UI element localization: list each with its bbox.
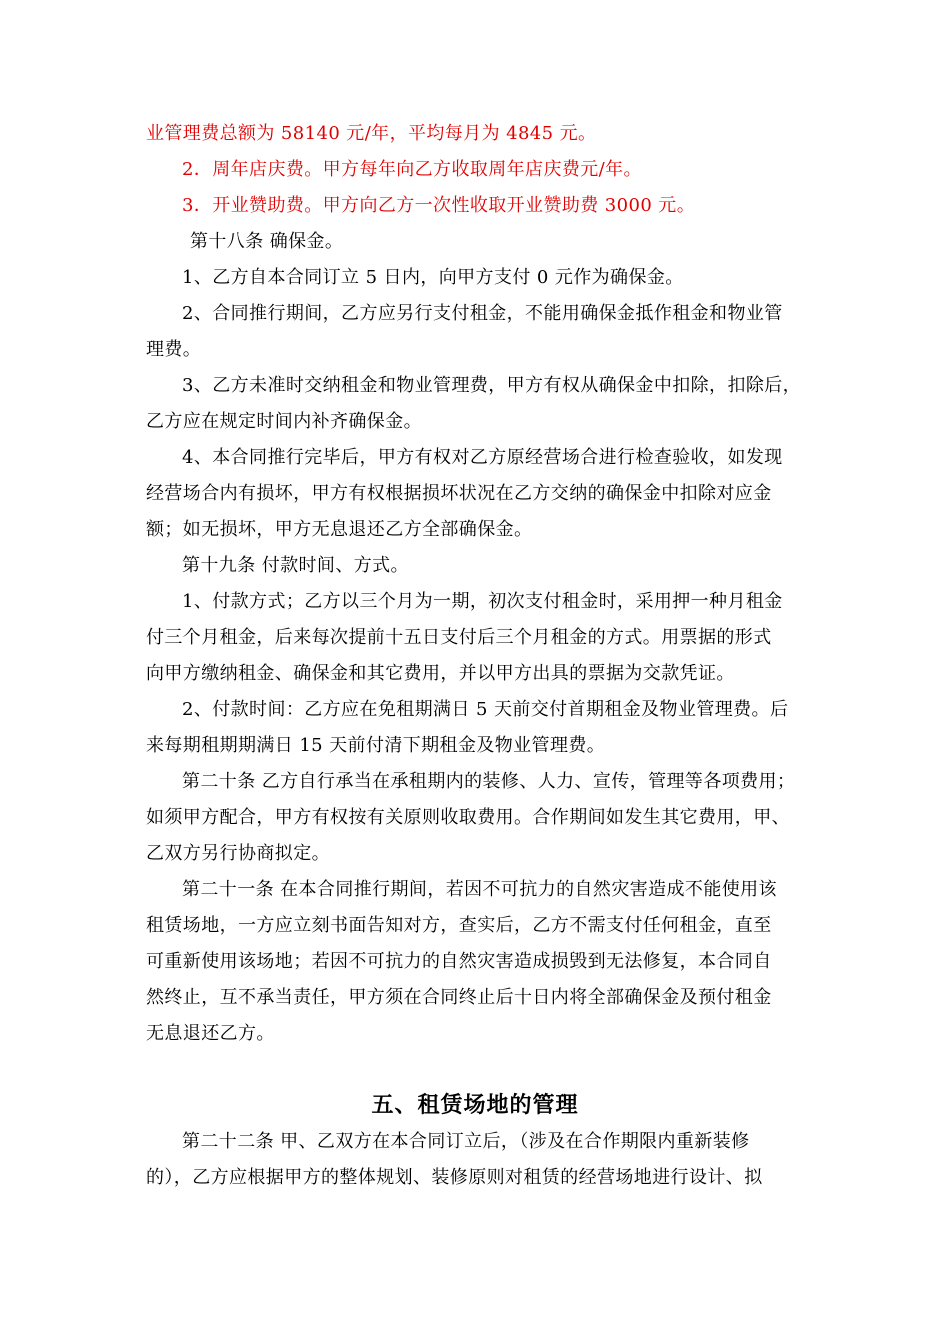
paragraph-line: 的），乙方应根据甲方的整体规划、装修原则对租赁的经营场地进行设计、拟	[146, 1167, 763, 1188]
article-heading: 第十九条 付款时间、方式。	[182, 555, 409, 576]
paragraph-line: 来每期租期期满日 15 天前付清下期租金及物业管理费。	[146, 735, 606, 756]
section-heading: 五、租赁场地的管理	[371, 1093, 579, 1118]
paragraph-line: 然终止，互不承当责任，甲方须在合同终止后十日内将全部确保金及预付租金	[146, 987, 772, 1008]
paragraph-line: 乙双方另行协商拟定。	[146, 843, 330, 864]
paragraph-line: 租赁场地，一方应立刻书面告知对方，查实后，乙方不需支付任何租金，直至	[146, 915, 772, 936]
paragraph-line: 如须甲方配合，甲方有权按有关原则收取费用。合作期间如发生其它费用，甲、	[146, 807, 790, 828]
paragraph-line: 可重新使用该场地；若因不可抗力的自然灾害造成损毁到无法修复，本合同自	[146, 951, 772, 972]
paragraph-line: 4、本合同推行完毕后，甲方有权对乙方原经营场合进行检查验收，如发现	[182, 447, 783, 468]
paragraph-line: 向甲方缴纳租金、确保金和其它费用，并以甲方出具的票据为交款凭证。	[146, 663, 735, 684]
article-heading: 第十八条 确保金。	[190, 231, 344, 252]
paragraph-line: 1、乙方自本合同订立 5 日内，向甲方支付 0 元作为确保金。	[182, 267, 684, 288]
paragraph-line: 第二十一条 在本合同推行期间，若因不可抗力的自然灾害造成不能使用该	[182, 879, 777, 900]
paragraph-line: 3．开业赞助费。甲方向乙方一次性收取开业赞助费 3000 元。	[182, 195, 696, 216]
paragraph-line: 第二十条 乙方自行承当在承租期内的装修、人力、宣传，管理等各项费用；	[182, 771, 796, 792]
paragraph-line: 3、乙方未准时交纳租金和物业管理费，甲方有权从确保金中扣除，扣除后，	[182, 375, 802, 396]
paragraph-line: 经营场合内有损坏，甲方有权根据损坏状况在乙方交纳的确保金中扣除对应金	[146, 483, 772, 504]
paragraph-line: 2、付款时间：乙方应在免租期满日 5 天前交付首期租金及物业管理费。后	[182, 699, 789, 720]
paragraph-line: 2．周年店庆费。甲方每年向乙方收取周年店庆费元/年。	[182, 159, 642, 180]
paragraph-line: 理费。	[146, 339, 202, 360]
paragraph-line: 乙方应在规定时间内补齐确保金。	[146, 411, 422, 432]
paragraph-line: 业管理费总额为 58140 元/年，平均每月为 4845 元。	[146, 123, 597, 144]
paragraph-line: 1、付款方式；乙方以三个月为一期，初次支付租金时，采用押一种月租金	[182, 591, 783, 612]
paragraph-line: 2、合同推行期间，乙方应另行支付租金，不能用确保金抵作租金和物业管	[182, 303, 783, 324]
paragraph-line: 付三个月租金，后来每次提前十五日支付后三个月租金的方式。用票据的形式	[146, 627, 772, 648]
paragraph-line: 额；如无损坏，甲方无息退还乙方全部确保金。	[146, 519, 533, 540]
paragraph-line: 第二十二条 甲、乙双方在本合同订立后，（涉及在合作期限内重新装修	[182, 1131, 750, 1152]
paragraph-line: 无息退还乙方。	[146, 1023, 275, 1044]
